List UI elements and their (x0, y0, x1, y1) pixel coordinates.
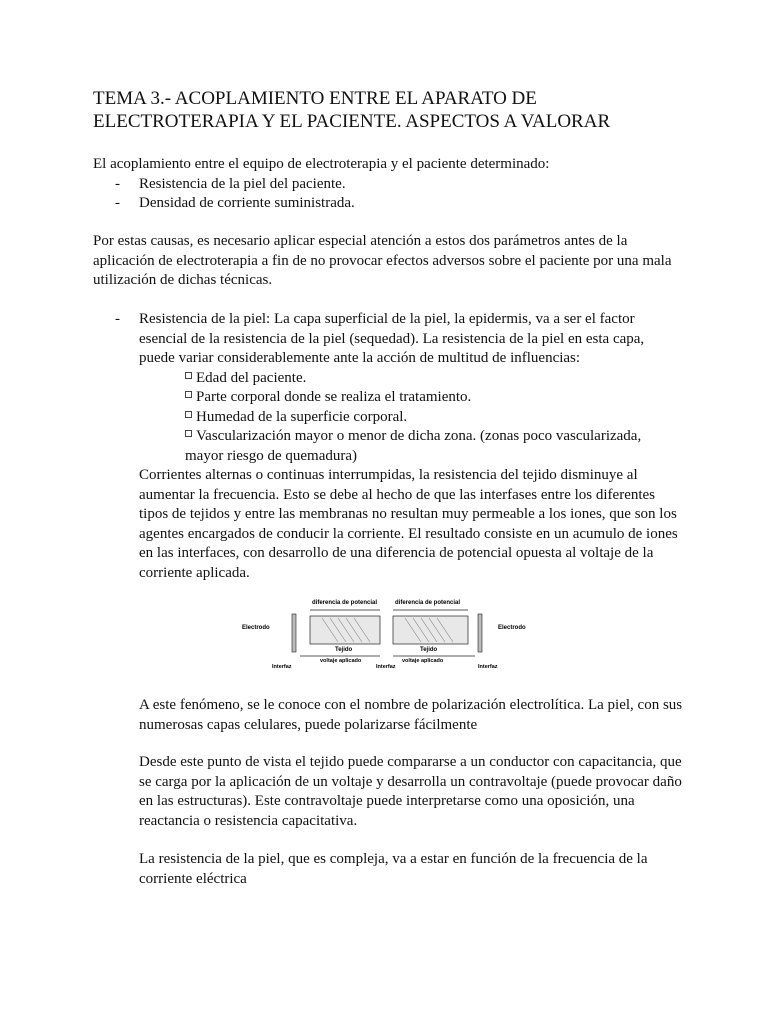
frequency-paragraph (139, 850, 683, 889)
influence-text: Parte corporal donde se realiza el tratamiento. (196, 389, 472, 405)
interface-mid-label: Interfaz (376, 664, 396, 670)
currents-text: Corrientes alternas o continuas interrumpidas, la resistencia del tejido disminuye al aumentar la frecuencia. Esto se debe al hecho de que las interfases entre los diferentes tipos de tejidos y entre las membranas no resultan muy permeable a los iones, que son los agentes encargados de conducir la corriente. El resultado consiste en un acumulo de iones en las interfaces, con desarrollo de una diferencia de potencial opuesta al voltaje de la corriente aplicada. (139, 467, 678, 581)
list-item (93, 310, 683, 369)
skin-resistance-section (93, 310, 683, 583)
electrode-left-label: Electrodo (242, 625, 270, 631)
influence-text: Humedad de la superficie corporal. (196, 408, 408, 425)
list-dash: - (115, 175, 120, 192)
intro-section (93, 155, 683, 214)
list-item-text: Resistencia de la piel del paciente. (139, 175, 346, 192)
paragraph-text: Desde este punto de vista el tejido puede compararse a un conductor con capacitancia, que se carga por la aplicación de un voltaje y desarrolla un contravoltaje (puede provocar daño en las estructuras). Este contravoltaje puede interpretarse como una oposición, una reactancia o resistencia capacitativa. (139, 754, 682, 829)
paragraph-text: La resistencia de la piel, que es compleja, va a estar en función de la frecuencia de la corriente eléctrica (139, 851, 648, 887)
list-item (93, 175, 683, 195)
skin-resistance-text: Resistencia de la piel: La capa superficial de la piel, la epidermis, va a ser el factor esencial de la resistencia de la piel (sequedad). La resistencia de la piel en esta capa, puede variar considerablemente ante la acción de multitud de influencias: (139, 311, 645, 366)
influence-text: Edad del paciente. (196, 369, 307, 386)
electrode-right-label: Electrodo (498, 625, 526, 631)
square-bullet-icon (185, 391, 192, 398)
square-bullet-icon (185, 411, 192, 418)
paragraph-text: A este fenómeno, se le conoce con el nombre de polarización electrolítica. La piel, con sus numerosas capas celulares, puede polarizarse fácilmente (139, 697, 683, 733)
influence-item (93, 408, 683, 428)
voltage-right-label: voltaje aplicado (402, 658, 444, 664)
diff-potential-left-label: diferencia de potencial (312, 600, 378, 606)
influence-continuation: mayor riesgo de quemadura) (185, 447, 358, 464)
list-dash: - (115, 195, 120, 211)
title-line-2: ELECTROTERAPIA Y EL PACIENTE. ASPECTOS A VALORAR (93, 111, 611, 132)
influence-item (93, 369, 683, 389)
interface-right-label: Interfaz (478, 664, 498, 670)
polarization-paragraph (139, 696, 683, 735)
voltage-left-label: voltaje aplicado (320, 658, 362, 664)
causes-paragraph (93, 232, 683, 291)
square-bullet-icon (185, 372, 192, 379)
list-item-text: Densidad de corriente suministrada. (139, 195, 355, 211)
tissue-right-label: Tejido (420, 647, 438, 653)
paragraph-text: Por estas causas, es necesario aplicar especial atención a estos dos parámetros antes de la aplicación de electroterapia a fin de no provocar efectos adversos sobre el paciente por una mala utilización de dichas técnicas. (93, 233, 672, 288)
electrode-right-plate (478, 614, 482, 652)
list-item (93, 194, 683, 214)
document-title (93, 87, 693, 133)
polarization-diagram (240, 594, 532, 670)
electrode-left-plate (292, 614, 296, 652)
influence-text: Vascularización mayor o menor de dicha zona. (zonas poco vascularizada, (196, 428, 642, 444)
tissue-block-left (310, 616, 380, 644)
title-line-1: TEMA 3.- ACOPLAMIENTO ENTRE EL APARATO DE (93, 88, 537, 109)
diff-potential-right-label: diferencia de potencial (395, 600, 461, 606)
square-bullet-icon (185, 430, 192, 437)
list-dash: - (115, 311, 120, 327)
influence-item (93, 427, 683, 447)
influence-item (93, 388, 683, 408)
intro-text: El acoplamiento entre el equipo de electroterapia y el paciente determinado: (93, 156, 550, 172)
capacitance-paragraph (139, 753, 683, 831)
interface-left-label: Interfaz (272, 664, 292, 670)
tissue-left-label: Tejido (335, 647, 353, 653)
